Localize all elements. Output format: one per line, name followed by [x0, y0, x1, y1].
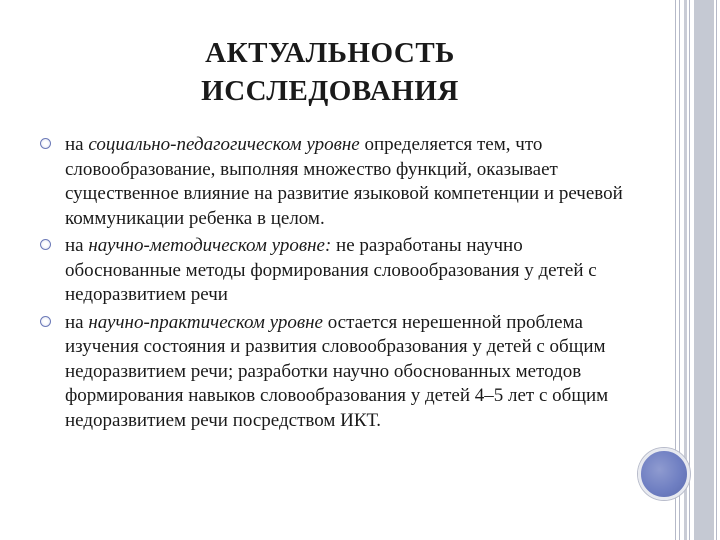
- bullet-emphasis: научно-методическом уровне:: [88, 235, 332, 256]
- slide-title-line: АКТУАЛЬНОСТЬ: [205, 37, 455, 69]
- bullet-circle-icon: [40, 138, 51, 149]
- bullet-item: [40, 234, 630, 308]
- bullet-list: [40, 133, 630, 436]
- bullet-item: [40, 311, 630, 434]
- slide-title-line: ИССЛЕДОВАНИЯ: [201, 75, 459, 107]
- stripe-line: [689, 0, 690, 540]
- decorative-circle: [638, 448, 690, 500]
- bullet-emphasis: научно-практическом уровне: [88, 311, 323, 333]
- stripe-band: [694, 0, 714, 540]
- bullet-item: [40, 133, 630, 231]
- stripe-line: [716, 0, 717, 540]
- bullet-text: остается нерешенной проблема изучения состояния и развития словообразования у детей с общим недоразвитием речи; разработки научно обоснованных методов формирования навыков словообразования у детей 4–5 лет с общим недоразвитием речи посредством ИКТ.: [65, 311, 609, 431]
- bullet-circle-icon: [40, 239, 51, 250]
- bullet-prefix: на: [65, 311, 89, 333]
- bullet-prefix: на: [65, 235, 89, 256]
- bullet-emphasis: социально-педагогическом уровне: [88, 134, 360, 155]
- bullet-circle-icon: [40, 316, 51, 327]
- bullet-text: не разработаны научно обоснованные методы формирования словообразования у детей с недоразвитием речи: [65, 235, 597, 305]
- slide-title: [100, 34, 560, 110]
- bullet-text: определяется тем, что словообразование, выполняя множество функций, оказывает существенное влияние на развитие языковой компетенции и речевой коммуникации ребенка в целом.: [65, 134, 623, 229]
- bullet-prefix: на: [65, 134, 89, 155]
